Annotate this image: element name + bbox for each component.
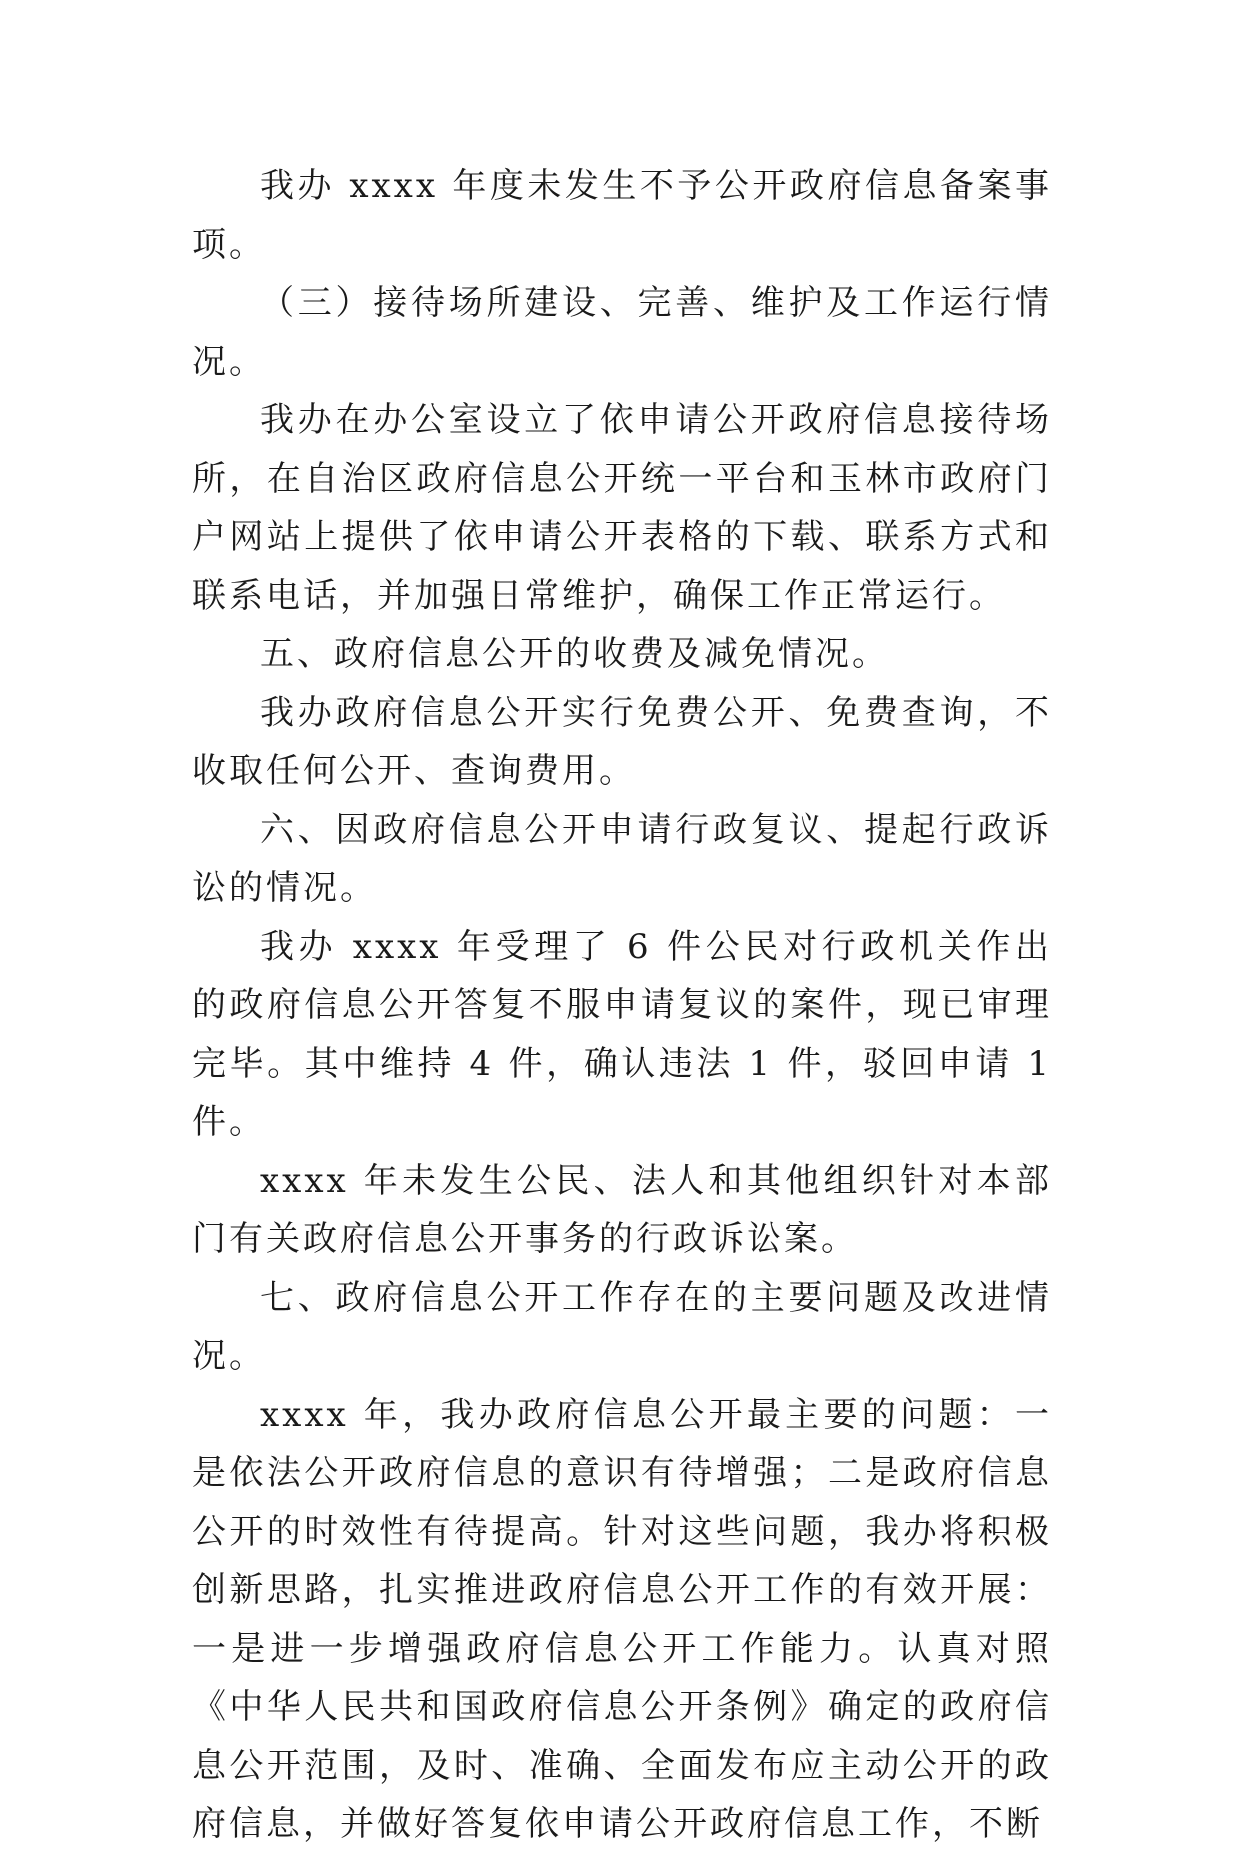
section-heading-fees: 五、政府信息公开的收费及减免情况。 <box>260 634 889 674</box>
paragraph-fees: 我办政府信息公开实行免费公开、免费查询，不收取任何公开、查询费用。 <box>192 692 1052 791</box>
paragraph-litigation-cases: xxxx 年未发生公民、法人和其他组织针对本部门有关政府信息公开事务的行政诉讼案。 <box>192 1160 1052 1259</box>
section-heading-reception-venue: （三）接待场所建设、完善、维护及工作运行情况。 <box>192 283 1052 382</box>
section-heading-problems-improvement: 七、政府信息公开工作存在的主要问题及改进情况。 <box>192 1277 1052 1376</box>
section-heading-review-litigation: 六、因政府信息公开申请行政复议、提起行政诉讼的情况。 <box>192 809 1052 908</box>
document-body <box>192 157 1052 1854</box>
paragraph-filing-matters: 我办 xxxx 年度未发生不予公开政府信息备案事项。 <box>192 166 1052 265</box>
paragraph-reception-venue: 我办在办公室设立了依申请公开政府信息接待场所，在自治区政府信息公开统一平台和玉林市政府门户网站上提供了依申请公开表格的下载、联系方式和联系电话，并加强日常维护，确保工作正常运行。 <box>192 400 1052 616</box>
paragraph-problems-improvement: xxxx 年，我办政府信息公开最主要的问题：一是依法公开政府信息的意识有待增强；二是政府信息公开的时效性有待提高。针对这些问题，我办将积极创新思路，扎实推进政府信息公开工作的有效开展：一是进一步增强政府信息公开工作能力。认真对照《中华人民共和国政府信息公开条例》确定的政府信息公开范围，及时、准确、全面发布应主动公开的政府信息，并做好答复依申请公开政府信息工作，不断 <box>192 1394 1052 1844</box>
paragraph-review-cases: 我办 xxxx 年受理了 6 件公民对行政机关作出的政府信息公开答复不服申请复议的案件，现已审理完毕。其中维持 4 件，确认违法 1 件，驳回申请 1 件。 <box>192 926 1052 1142</box>
